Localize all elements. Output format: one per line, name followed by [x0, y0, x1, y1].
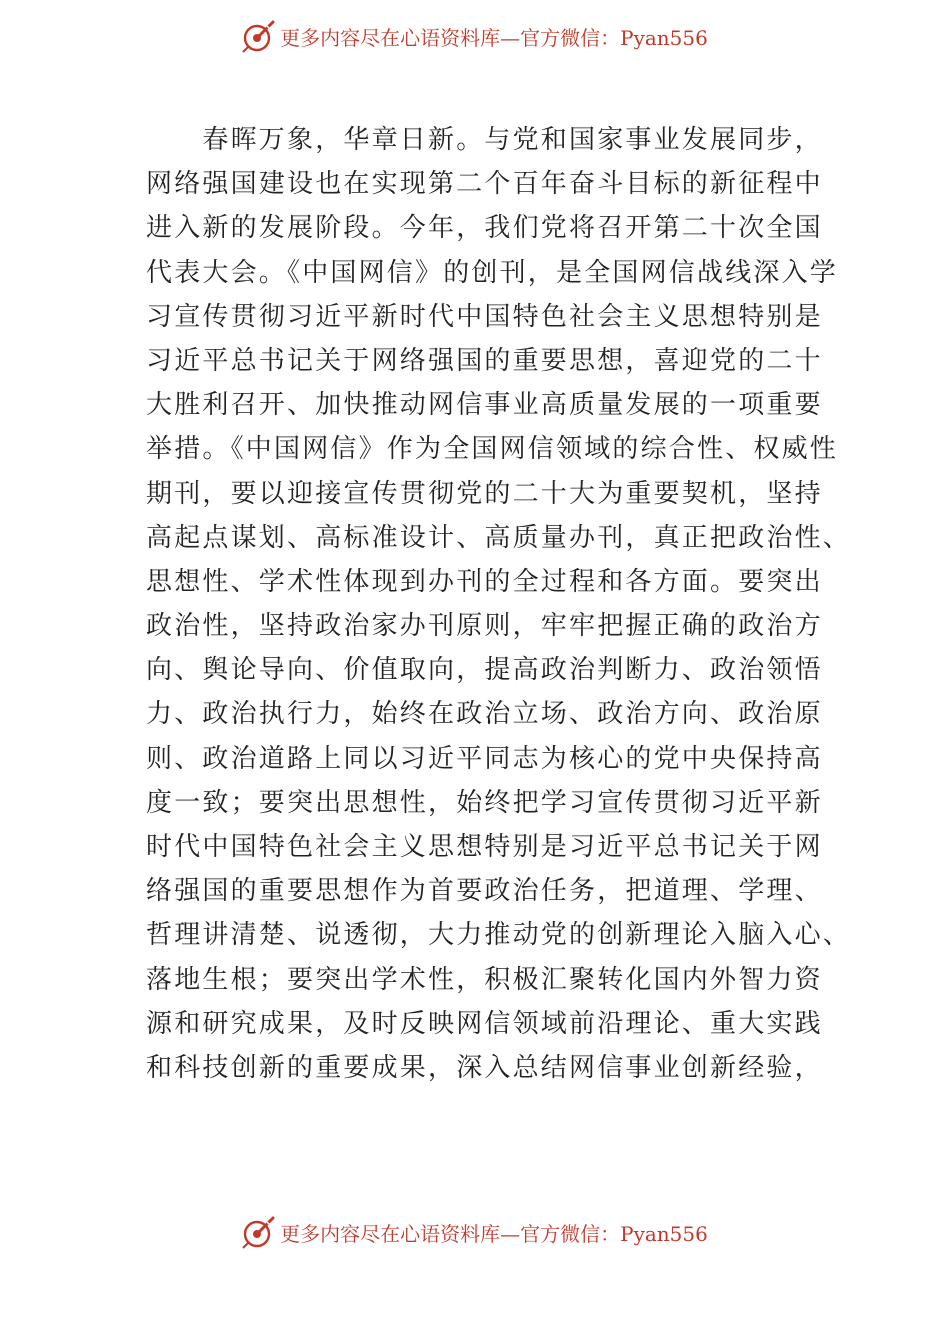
- watermark-slogan: 更多内容尽在心语资料库—官方微信：: [280, 1221, 621, 1246]
- body-line: 思想性、学术性体现到办刊的全过程和各方面。要突出: [146, 566, 823, 597]
- body-line: 进入新的发展阶段。今年，我们党将召开第二十次全国: [146, 213, 823, 244]
- watermark-account: Pyan556: [620, 25, 708, 50]
- body-line: 则、政治道路上同以习近平同志为核心的党中央保持高: [146, 743, 823, 774]
- body-line: 时代中国特色社会主义思想特别是习近平总书记关于网: [146, 832, 823, 862]
- body-line: 大胜利召开、加快推动网信事业高质量发展的一项重要: [146, 390, 823, 421]
- body-line: 源和研究成果，及时反映网信领域前沿理论、重大实践: [146, 1008, 823, 1039]
- body-line: 期刊，要以迎接宣传贯彻党的二十大为重要契机，坚持: [146, 478, 823, 509]
- fountain-pen-seal-icon: [242, 19, 276, 53]
- article-body: [146, 118, 852, 1090]
- body-line: 春晖万象，华章日新。与党和国家事业发展同步，: [146, 125, 823, 155]
- body-line: 向、舆论导向、价值取向，提高政治判断力、政治领悟: [146, 655, 823, 686]
- body-line: 络强国的重要思想作为首要政治任务，把道理、学理、: [146, 876, 823, 907]
- watermark-text: [280, 22, 708, 51]
- body-line: 习近平总书记关于网络强国的重要思想，喜迎党的二十: [146, 345, 823, 376]
- footer-watermark: [0, 1212, 950, 1252]
- header-watermark: [0, 16, 950, 56]
- body-line: 高起点谋划、高标准设计、高质量办刊，真正把政治性、: [146, 522, 852, 553]
- watermark-account: Pyan556: [620, 1221, 708, 1246]
- fountain-pen-seal-icon: [242, 1215, 276, 1249]
- body-line: 代表大会。《中国网信》的创刊，是全国网信战线深入学: [146, 257, 839, 288]
- watermark-text: [280, 1218, 708, 1247]
- body-line: 度一致；要突出思想性，始终把学习宣传贯彻习近平新: [146, 787, 823, 818]
- body-line: 力、政治执行力，始终在政治立场、政治方向、政治原: [146, 699, 823, 730]
- body-line: 落地生根；要突出学术性，积极汇聚转化国内外智力资: [146, 964, 823, 995]
- body-line: 和科技创新的重要成果，深入总结网信事业创新经验，: [146, 1052, 823, 1083]
- body-line: 举措。《中国网信》作为全国网信领域的综合性、权威性: [146, 434, 839, 465]
- body-line: 政治性，坚持政治家办刊原则，牢牢把握正确的政治方: [146, 611, 823, 642]
- body-line: 习宣传贯彻习近平新时代中国特色社会主义思想特别是: [146, 301, 823, 332]
- watermark-slogan: 更多内容尽在心语资料库—官方微信：: [280, 25, 621, 50]
- body-line: 哲理讲清楚、说透彻，大力推动党的创新理论入脑入心、: [146, 920, 852, 951]
- body-line: 网络强国建设也在实现第二个百年奋斗目标的新征程中: [146, 169, 823, 200]
